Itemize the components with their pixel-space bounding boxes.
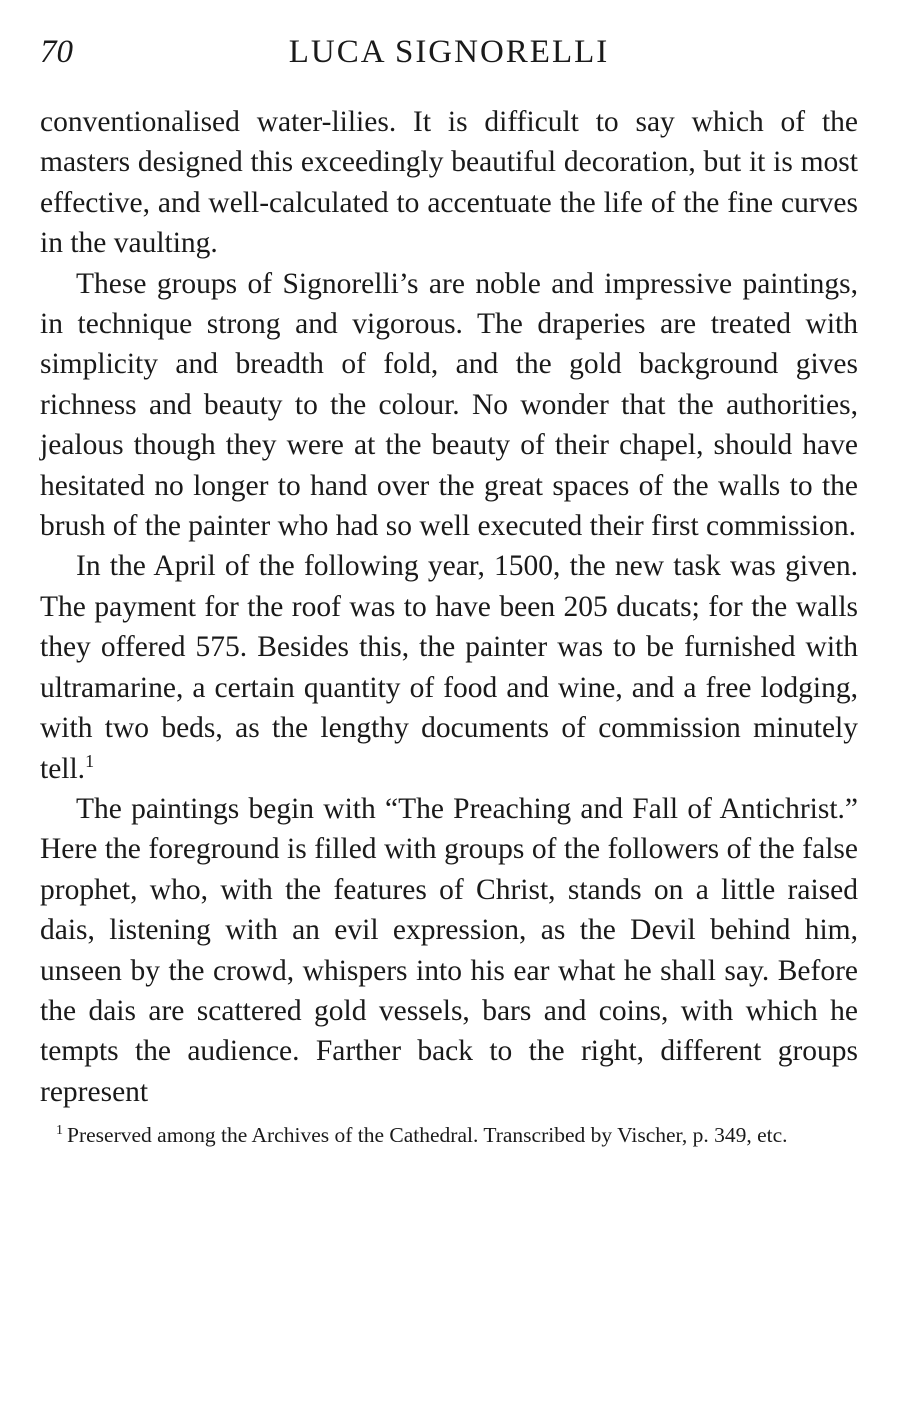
paragraph-continued xyxy=(40,102,858,264)
footnote-reference: 1 xyxy=(85,750,95,771)
page-number: 70 xyxy=(40,34,73,70)
paragraph-text: In the April of the following year, 1500, the new task was given. The payment for the roof was to have been 205 ducats; for the walls they offered 575. Besides this, the painter was to be furnished with ultramarine, a certain quantity of food and wine, and a free lodging, with two beds, as the lengthy documents of commission minutely tell. xyxy=(40,550,858,785)
paragraph xyxy=(40,546,858,788)
running-title: LUCA SIGNORELLI xyxy=(288,34,610,70)
footnotes xyxy=(40,1120,858,1150)
footnote xyxy=(40,1120,858,1150)
page-header xyxy=(40,28,858,80)
footnote-text: Preserved among the Archives of the Cathedral. Transcribed by Vischer, p. 349, etc. xyxy=(67,1123,788,1148)
paragraph xyxy=(40,789,858,1112)
paragraph-text: These groups of Signorelli’s are noble and impressive paintings, in technique strong and vigorous. The draperies are treated with simplicity and breadth of fold, and the gold background gives richness and beauty to the colour. No wonder that the authorities, jealous though they were at the beauty of their chapel, should have hesitated no longer to hand over the great spaces of the walls to the brush of the painter who had so well executed their first commission. xyxy=(40,267,858,543)
footnote-mark: 1 xyxy=(56,1123,63,1138)
book-page xyxy=(40,28,858,1150)
body-text xyxy=(40,102,858,1112)
paragraph xyxy=(40,264,858,547)
paragraph-text: The paintings begin with “The Preaching and Fall of Antichrist.” Here the foreground is filled with groups of the followers of the false prophet, who, with the features of Christ, stands on a little raised dais, listening with an evil expression, as the Devil behind him, unseen by the crowd, whispers into his ear what he shall say. Before the dais are scattered gold vessels, bars and coins, with which he tempts the audience. Farther back to the right, different groups represent xyxy=(40,792,858,1108)
paragraph-text: conventionalised water-lilies. It is difficult to say which of the masters designed this exceedingly beautiful decoration, but it is most effective, and well-calculated to accentuate the life of the fine curves in the vaulting. xyxy=(40,106,858,260)
